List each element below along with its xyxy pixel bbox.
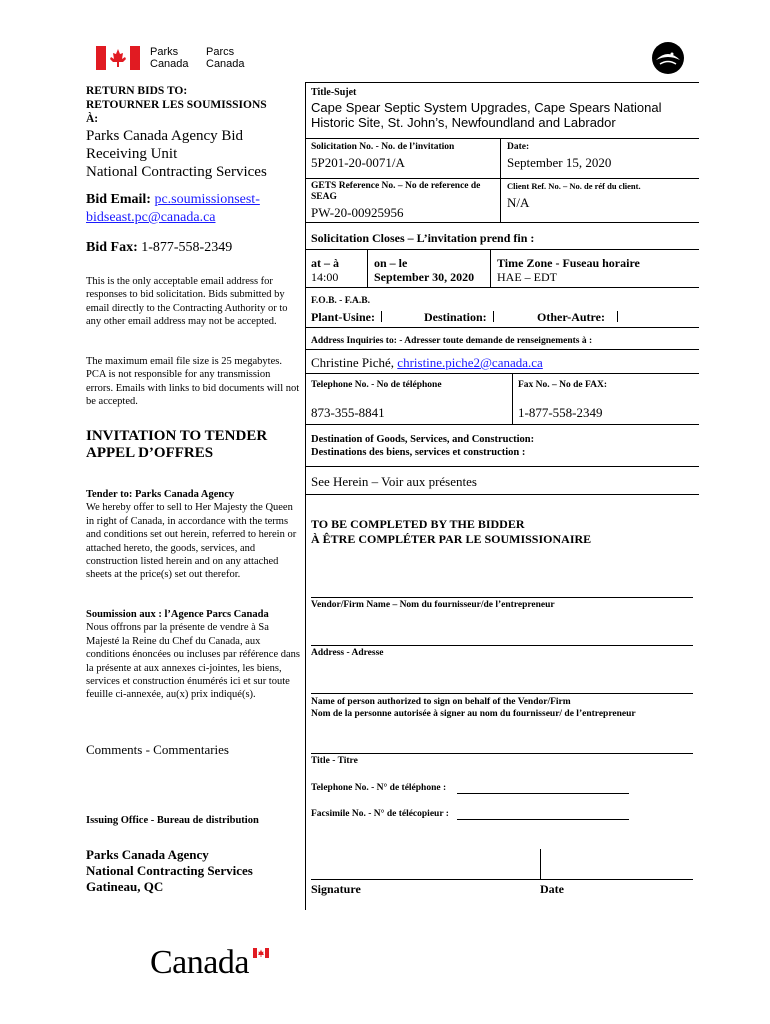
on-value: September 30, 2020 xyxy=(374,270,475,284)
issuer-line3: Gatineau, QC xyxy=(86,879,164,894)
on-label: on – le xyxy=(374,256,408,270)
canada-wordmark-text: Canada xyxy=(150,944,249,981)
wordmark-flag-icon xyxy=(253,948,269,958)
time-zone-label: Time Zone - Fuseau horaire xyxy=(497,256,640,270)
client-ref-value: N/A xyxy=(507,195,530,210)
date-value: September 15, 2020 xyxy=(507,155,612,170)
contact xyxy=(311,355,543,371)
telephone-field-line[interactable] xyxy=(457,793,629,794)
bid-email-label: Bid Email: xyxy=(86,192,155,207)
at-label: at – à xyxy=(311,256,339,270)
other-autre-label: Other-Autre: xyxy=(537,310,605,324)
solicitation-value: 5P201-20-0071/A xyxy=(311,155,405,170)
address-label: Address - Adresse xyxy=(311,648,384,658)
issuer-line2: National Contracting Services xyxy=(86,863,253,878)
plant-usine-checkbox[interactable] xyxy=(381,311,382,322)
date-sign-label: Date xyxy=(540,882,564,896)
parks-fr-word1: Parcs xyxy=(206,46,235,58)
parks-canada-beaver-emblem-icon xyxy=(650,40,686,76)
invitation-to-tender-heading: INVITATION TO TENDER xyxy=(86,428,268,444)
authorized-person-label-fr: Nom de la personne autorisée à signer au nom du fournisseur/ de l’entrepreneur xyxy=(311,709,636,719)
comments-label: Comments - Commentaries xyxy=(86,742,229,757)
see-herein: See Herein – Voir aux présentes xyxy=(311,474,477,489)
parks-fr-word2: Canada xyxy=(206,58,245,70)
title-label: Title-Sujet xyxy=(311,87,357,98)
return-bids-fr: RETOURNER LES SOUMISSIONS xyxy=(86,99,267,111)
soumission-aux-body: Nous offrons par la présente de vendre à Sa Majesté la Reine du Chef du Canada, aux conditions énoncées ou incluses par référence dans la présente at aux annexes ci-jointes, les biens, services et construction énumérés ici et sur toute feuille ci-annexée, au(x) prix indiqué(s). xyxy=(86,622,300,701)
bid-fax xyxy=(86,240,232,256)
vendor-name-line[interactable] xyxy=(311,597,693,598)
telephone-field-label: Telephone No. - N° de téléphone : xyxy=(311,783,447,793)
title-titre-line[interactable] xyxy=(311,753,693,754)
gets-value: PW-20-00925956 xyxy=(311,205,404,220)
agency-line3: National Contracting Services xyxy=(86,164,267,180)
facsimile-field-line[interactable] xyxy=(457,819,629,820)
fob-label: F.O.B. - F.A.B. xyxy=(311,296,370,306)
parks-en-word1: Parks xyxy=(150,46,179,58)
canada-wordmark xyxy=(150,944,249,982)
bidder-heading-en: TO BE COMPLETED BY THE BIDDER xyxy=(311,517,525,531)
vendor-name-label: Vendor/Firm Name – Nom du fournisseur/de l’entrepreneur xyxy=(311,600,555,610)
bid-fax-label: Bid Fax: xyxy=(86,240,142,255)
facsimile-field-label: Facsimile No. - N° de télécopieur : xyxy=(311,809,449,819)
authorized-person-line[interactable] xyxy=(311,693,693,694)
at-value: 14:00 xyxy=(311,270,339,284)
telephone-value: 873-355-8841 xyxy=(311,405,385,420)
soumission-aux-heading: Soumission aux : l’Agence Parcs Canada xyxy=(86,609,269,620)
appel-doffres-heading: APPEL D’OFFRES xyxy=(86,445,214,461)
signature-label: Signature xyxy=(311,882,361,896)
solicitation-closes-label: Solicitation Closes – L’invitation prend fin : xyxy=(311,231,535,245)
issuer-line1: Parks Canada Agency xyxy=(86,847,209,862)
return-bids-a: À: xyxy=(86,113,99,125)
solicitation-label: Solicitation No. - No. de l’invitation xyxy=(311,142,455,152)
telephone-label: Telephone No. - No de téléphone xyxy=(311,380,442,390)
email-size-note: The maximum email file size is 25 megabytes. PCA is not responsible for any transmission errors. Emails with links to bid documents will not be accepted. xyxy=(86,356,300,408)
bidder-heading-fr: À ÊTRE COMPLÉTER PAR LE SOUMISSIONAIRE xyxy=(311,532,592,546)
agency-line2: Receiving Unit xyxy=(86,146,178,162)
destination xyxy=(424,310,494,325)
email-acceptance-note: This is the only acceptable email address for responses to bid solicitation. Bids submitted by email directly to the Contracting Authority or to any other email address may not be accepted. xyxy=(86,276,288,328)
contact-name: Christine Piché, xyxy=(311,355,398,370)
other-autre xyxy=(537,310,618,325)
bid-email xyxy=(86,191,260,227)
parks-en-word2: Canada xyxy=(150,58,189,70)
parks-canada-signature xyxy=(96,46,256,72)
address-line[interactable] xyxy=(311,645,693,646)
address-inquiries-label: Address Inquiries to: - Adresser toute demande de renseignements à : xyxy=(311,336,593,346)
title-titre-label: Title - Titre xyxy=(311,756,358,766)
destination-goods-fr: Destinations des biens, services et construction : xyxy=(311,447,526,458)
agency-line1: Parks Canada Agency Bid xyxy=(86,128,244,144)
signature-date-line[interactable] xyxy=(311,879,693,880)
issuing-office-label: Issuing Office - Bureau de distribution xyxy=(86,815,259,826)
canada-flag-icon xyxy=(96,46,140,70)
bid-fax-number: 1-877-558-2349 xyxy=(141,240,233,255)
time-zone-value: HAE – EDT xyxy=(497,270,557,284)
bid-email-link-part1[interactable]: pc.soumissionsest- xyxy=(154,192,260,207)
return-bids-en: RETURN BIDS TO: xyxy=(86,85,188,97)
destination-checkbox[interactable] xyxy=(493,311,494,322)
date-label: Date: xyxy=(507,142,530,152)
plant-usine-label: Plant-Usine: xyxy=(311,310,375,324)
tender-to-body: We hereby offer to sell to Her Majesty the Queen in right of Canada, in accordance with the terms and conditions set out herein, referred to herein or attached hereto, the goods, services, and construction listed herein and on any attached sheets at the price(s) set out therefor. xyxy=(86,502,297,581)
tender-to-heading: Tender to: Parks Canada Agency xyxy=(86,489,235,500)
fax-label: Fax No. – No de FAX: xyxy=(518,380,608,390)
destination-goods-en: Destination of Goods, Services, and Construction: xyxy=(311,434,535,445)
authorized-person-label-en: Name of person authorized to sign on behalf of the Vendor/Firm xyxy=(311,697,571,707)
destination-label: Destination: xyxy=(424,310,487,324)
bid-email-link-part2[interactable]: bidseast.pc@canada.ca xyxy=(86,210,216,225)
other-autre-checkbox[interactable] xyxy=(617,311,618,322)
fax-value: 1-877-558-2349 xyxy=(518,405,603,420)
gets-label: GETS Reference No. – No de reference de SEAG xyxy=(311,181,481,202)
contact-email-link[interactable]: christine.piche2@canada.ca xyxy=(397,355,543,370)
client-ref-label: Client Ref. No. – No. de réf du client. xyxy=(507,181,641,191)
title-value: Cape Spear Septic System Upgrades, Cape Spears National Historic Site, St. John’s, Newfoundland and Labrador xyxy=(311,100,662,130)
plant-usine xyxy=(311,310,382,325)
